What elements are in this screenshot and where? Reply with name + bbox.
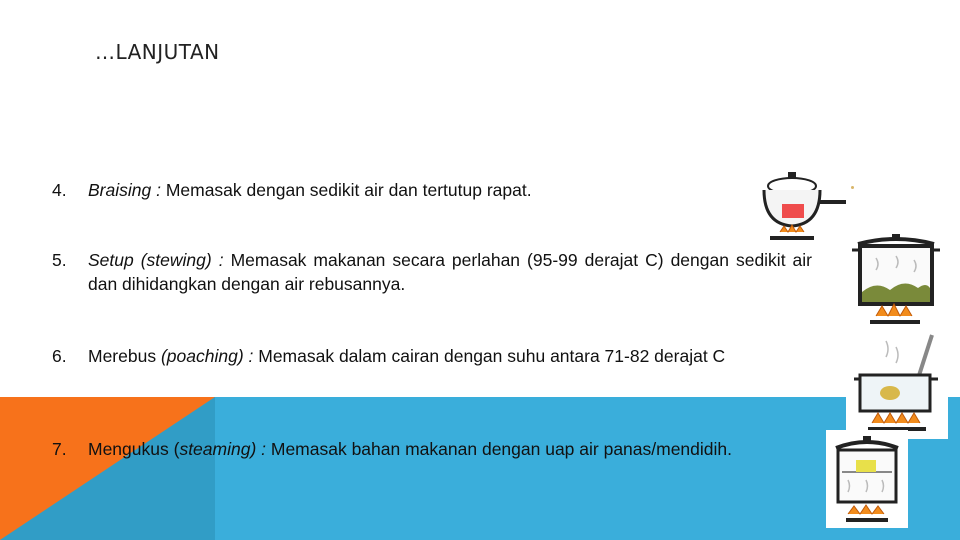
stewing-pot-icon: [846, 232, 946, 332]
item-prefix: Mengukus (: [88, 439, 180, 459]
decor-dot: [851, 186, 854, 189]
steaming-pot-icon: [826, 430, 908, 528]
item-text: Memasak dalam cairan dengan suhu antara 71-82 derajat C: [253, 346, 726, 366]
item-number: 7.: [52, 439, 67, 459]
list-item-braising: [52, 178, 812, 202]
list-item-stewing: [52, 248, 812, 296]
item-text: Memasak dengan sedikit air dan tertutup rapat.: [160, 180, 532, 200]
item-number: 4.: [52, 180, 67, 200]
item-number: 6.: [52, 346, 67, 366]
poaching-pot-icon: [846, 327, 948, 439]
slide-title: …LANJUTAN: [95, 40, 220, 64]
item-text: Memasak bahan makanan dengan uap air panas/mendidih.: [266, 439, 733, 459]
item-number: 5.: [52, 250, 67, 270]
item-text: Memasak makanan secara perlahan (95-99 derajat C) dengan sedikit air dan dihidangkan dengan air rebusannya.: [88, 250, 813, 294]
item-prefix: Merebus: [88, 346, 161, 366]
list-item-steaming: [52, 437, 812, 461]
item-term: Braising :: [88, 180, 161, 200]
item-term: Setup (stewing) :: [88, 250, 224, 270]
item-term: steaming) :: [179, 439, 266, 459]
item-term: (poaching) :: [160, 346, 254, 366]
braising-pot-icon: [750, 168, 850, 248]
list-item-poaching: [52, 344, 812, 368]
